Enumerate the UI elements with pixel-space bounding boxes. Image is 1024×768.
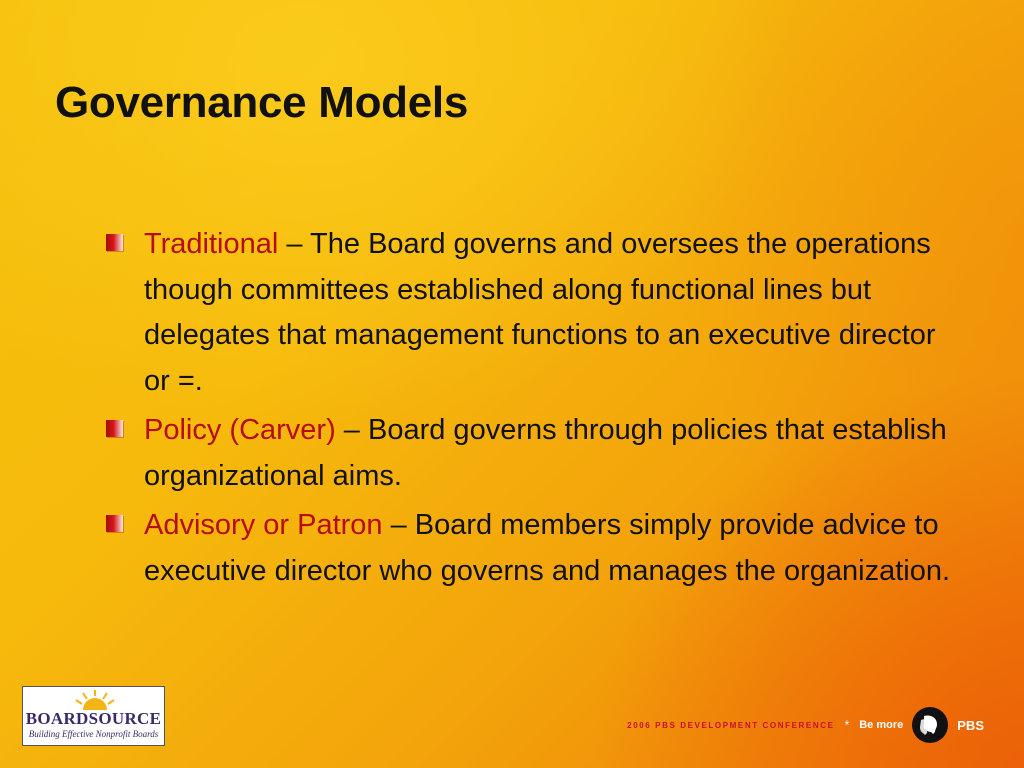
bullet-text: – Board governs through policies that establish organizational aims. (144, 414, 947, 492)
separator-star: * (844, 718, 850, 732)
bullet-item-advisory (104, 503, 964, 594)
conference-label: 2006 PBS DEVELOPMENT CONFERENCE (627, 720, 835, 730)
bullet-square-icon (106, 234, 123, 251)
bullet-term: Traditional (144, 228, 279, 260)
logo-tagline: Building Effective Nonprofit Boards (28, 729, 159, 739)
slogan-label: Be more (859, 719, 904, 731)
bullet-item-traditional (104, 222, 964, 404)
bullet-square-icon (106, 515, 123, 532)
pbs-head-icon (911, 706, 949, 744)
pbs-wordmark: PBS (957, 717, 984, 733)
boardsource-sun-icon (73, 690, 117, 710)
boardsource-logo (22, 686, 165, 746)
bullet-list (104, 222, 964, 598)
footer-branding (627, 706, 984, 744)
bullet-term: Advisory or Patron (144, 509, 383, 541)
logo-name: BOARDSOURCE (25, 709, 162, 728)
bullet-item-policy (104, 408, 964, 499)
slide-title: Governance Models (55, 78, 469, 127)
bullet-term: Policy (Carver) (144, 414, 336, 446)
bullet-text: – The Board governs and oversees the operations though committees established along functional lines but delegates that management functions to an executive director or =. (144, 228, 936, 397)
bullet-square-icon (106, 420, 123, 437)
bullet-text: – Board members simply provide advice to executive director who governs and manages the organization. (144, 509, 951, 587)
